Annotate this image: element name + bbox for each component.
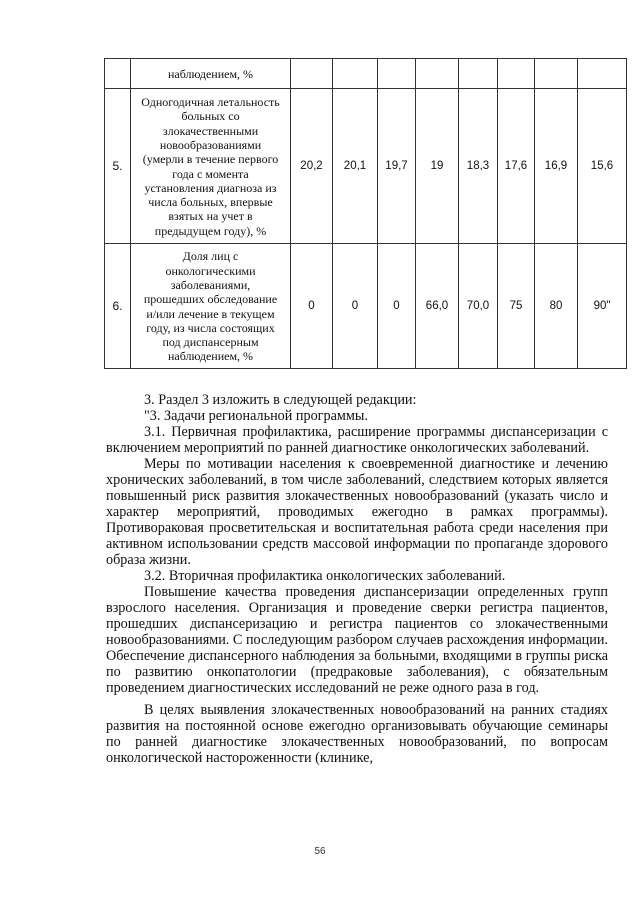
body-text [106,392,608,766]
description-line: новообразованиями [159,137,262,152]
paragraph: "3. Задачи региональной программы. [144,408,368,424]
paragraph: Меры по мотивации населения к своевременной диагностике и лечению хронических заболеваний, в том числе заболеваний, следствием которых является повышенный риск развития злокачественных новообразований (указать число и характер мероприятий, проводимых ежегодно в рамках программы). Противораковая просветительская и воспитательная работа среди населения при активном использовании средств массовой информации по пропаганде здорового образа жизни. [106,456,608,568]
value-cell: 16,9 [535,89,578,244]
value-cell: 0 [378,244,416,369]
description-line: наблюдением, % [167,66,254,81]
value-cell: 0 [291,244,333,369]
table-row [105,89,627,244]
value-cell [378,59,416,89]
description-line: году, из числа состоящих [146,320,275,335]
value-cell: 70,0 [459,244,498,369]
value-cell: 19,7 [378,89,416,244]
description-line: злокачественными [162,123,259,138]
description-line: года с момента [172,166,249,181]
description-line: взятых на учет в [168,209,253,224]
row-number [105,59,131,89]
paragraph: 3.1. Первичная профилактика, расширение программы диспансеризации с включением мероприятий по ранней диагностике онкологических заболеваний. [106,424,608,456]
value-cell: 75 [498,244,535,369]
indicator-description [131,244,291,369]
value-cell [578,59,627,89]
table-row [105,59,627,89]
description-line: числа больных, впервые [148,195,273,210]
value-cell [498,59,535,89]
value-cell: 0 [333,244,378,369]
paragraph: Повышение качества проведения диспансеризации определенных групп взрослого населения. Организация и проведение сверки регистра пациентов, прошедших диспансеризацию и регистра пациентов со злокачественными новообразованиями. С последующим разбором случаев расхождения информации. Обеспечение диспансерного наблюдения за больными, входящими в группы риска по развитию онкопатологии (предраковые заболевания), с обязательным проведением диагностических исследований не реже одного раза в год. [106,584,608,696]
value-cell [459,59,498,89]
indicator-description [131,89,291,244]
value-cell: 15,6 [578,89,627,244]
page-number: 56 [314,846,326,857]
description-line: установления диагноза из [144,180,277,195]
indicator-description [131,59,291,89]
row-number: 5. [105,89,131,244]
value-cell: 80 [535,244,578,369]
value-cell: 20,2 [291,89,333,244]
value-cell [333,59,378,89]
indicators-table [104,58,627,369]
value-cell [416,59,459,89]
value-cell: 18,3 [459,89,498,244]
value-cell: 17,6 [498,89,535,244]
value-cell [291,59,333,89]
value-cell: 66,0 [416,244,459,369]
description-line: прошедших обследование [143,292,278,307]
value-cell [535,59,578,89]
row-number: 6. [105,244,131,369]
description-line: заболеваниями, [170,277,251,292]
description-line: и/или лечение в текущем [146,306,275,321]
paragraph: В целях выявления злокачественных новообразований на ранних стадиях развития на постоянной основе ежегодно организовывать обучающие семинары по ранней диагностике злокачественных новообразований, по вопросам онкологической настороженности (клинике, [106,702,608,766]
description-line: под диспансерным [162,335,259,350]
description-line: (умерли в течение первого [142,152,279,167]
value-cell: 90" [578,244,627,369]
paragraph: 3.2. Вторичная профилактика онкологических заболеваний. [144,568,506,584]
description-line: Доля лиц с [182,249,239,264]
description-line: наблюдением, % [167,349,254,364]
description-line: предыдущем году), % [154,223,267,238]
description-line: онкологическими [165,263,256,278]
value-cell: 20,1 [333,89,378,244]
paragraph: 3. Раздел 3 изложить в следующей редакции: [144,392,417,408]
description-line: Одногодичная летальность [141,95,280,110]
value-cell: 19 [416,89,459,244]
table-row [105,244,627,369]
description-line: больных со [181,109,240,124]
